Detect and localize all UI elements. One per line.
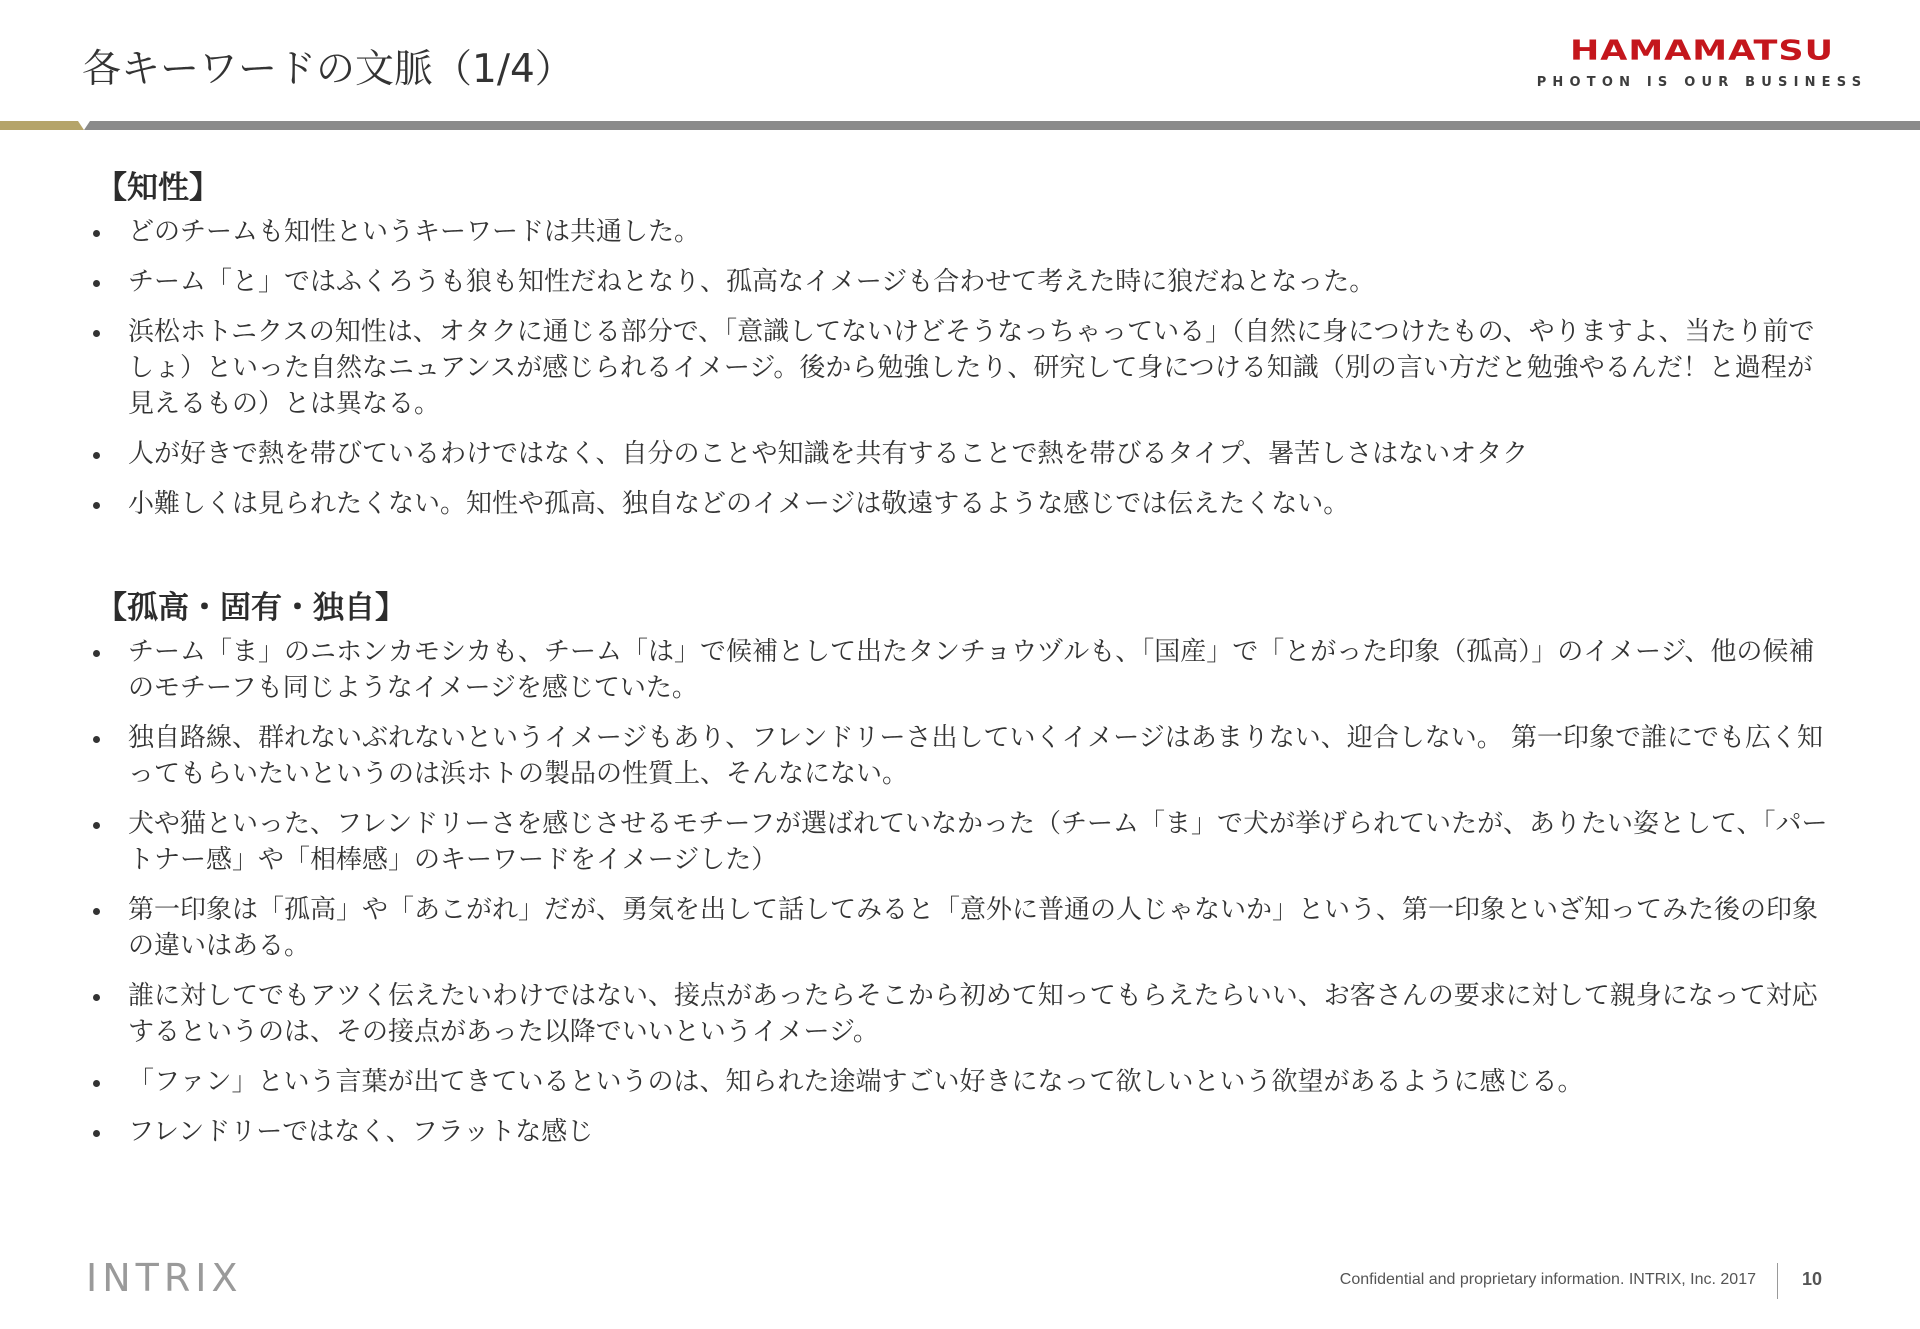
bullet-item: チーム「ま」のニホンカモシカも、チーム「は」で候補として出たタンチョウヅルも、「国産」で「とがった印象（孤高）」のイメージ、他の候補のモチーフも同じようなイメージを感じていた。 (88, 634, 1828, 706)
page-number: 10 (1801, 1269, 1823, 1289)
bullet-item: 第一印象は「孤高」や「あこがれ」だが、勇気を出して話してみると「意外に普通の人じゃないか」という、第一印象といざ知ってみた後の印象の違いはある。 (88, 892, 1828, 964)
bullet-list (88, 634, 1828, 1150)
header-notch (78, 121, 90, 130)
slide-title: 各キーワードの文脈（1/4） (82, 47, 574, 92)
bullet-item: フレンドリーではなく、フラットな感じ (88, 1114, 1828, 1150)
intrix-logo: INTRIX (86, 1256, 243, 1300)
hamamatsu-logo (1534, 31, 1870, 91)
section-solitary-unique (88, 586, 1828, 1150)
bullet-item: チーム「と」ではふくろうも狼も知性だねとなり、孤高なイメージも合わせて考えた時に狼だねとなった。 (88, 264, 1828, 300)
section-intelligence (88, 166, 1828, 522)
logo-wordmark: HAMAMATSU (1570, 35, 1834, 67)
bullet-item: 「ファン」という言葉が出てきているというのは、知られた途端すごい好きになって欲しいという欲望があるように感じる。 (88, 1064, 1828, 1100)
bullet-item: 独自路線、群れないぶれないというイメージもあり、フレンドリーさ出していくイメージはあまりない、迎合しない。 第一印象で誰にでも広く知ってもらいたいというのは浜ホトの製品の性質上、そんなにない。 (88, 720, 1828, 792)
footer-divider (1777, 1263, 1778, 1299)
bullet-list (88, 214, 1828, 522)
header-accent (0, 121, 84, 130)
bullet-item: 浜松ホトニクスの知性は、オタクに通じる部分で、「意識してないけどそうなっちゃっている」（自然に身につけたもの、やりますよ、当たり前でしょ）といった自然なニュアンスが感じられるイメージ。後から勉強したり、研究して身につける知識（別の言い方だと勉強やるんだ！と過程が見えるもの）とは異なる。 (88, 314, 1828, 422)
bullet-item: 犬や猫といった、フレンドリーさを感じさせるモチーフが選ばれていなかった（チーム「ま」で犬が挙げられていたが、ありたい姿として、「パートナー感」や「相棒感」のキーワードをイメージした） (88, 806, 1828, 878)
bullet-item: どのチームも知性というキーワードは共通した。 (88, 214, 1828, 250)
confidential-notice: Confidential and proprietary information. INTRIX, Inc. 2017 (1339, 1271, 1756, 1288)
header-rule (0, 121, 1920, 130)
bullet-item: 小難しくは見られたくない。知性や孤高、独自などのイメージは敬遠するような感じでは伝えたくない。 (88, 486, 1828, 522)
section-heading: 【孤高・固有・独自】 (96, 590, 406, 626)
slide-content (88, 166, 1828, 1164)
bullet-item: 人が好きで熱を帯びているわけではなく、自分のことや知識を共有することで熱を帯びるタイプ、暑苦しさはないオタク (88, 436, 1828, 472)
section-heading: 【知性】 (96, 170, 220, 206)
bullet-item: 誰に対してでもアツく伝えたいわけではない、接点があったらそこから初めて知ってもらえたらいい、お客さんの要求に対して親身になって対応するというのは、その接点があった以降でいいというイメージ。 (88, 978, 1828, 1050)
logo-tagline: PHOTON IS OUR BUSINESS (1536, 75, 1868, 90)
